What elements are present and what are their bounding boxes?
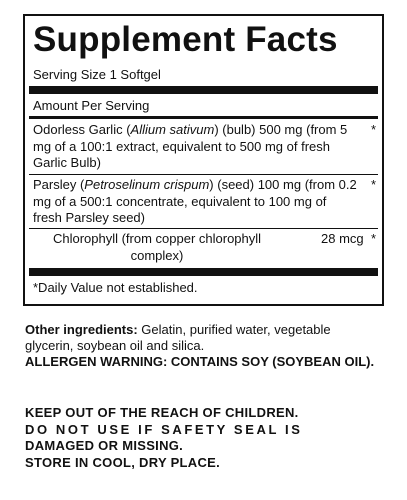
other-ingredients-text: Gelatin, purified water, vegetable glycerin, soybean oil and silica. (25, 322, 331, 353)
ingredient-parsley (33, 177, 376, 227)
panel-title: Supplement Facts (33, 20, 338, 59)
ingredient-garlic-text (33, 122, 376, 172)
warning-storage: STORE IN COOL, DRY PLACE. (25, 454, 221, 470)
garlic-name-suffix: ) (bulb) 500 mg (214, 122, 303, 137)
other-ingredients (25, 322, 381, 370)
warning-children: KEEP OUT OF THE REACH OF CHILDREN. (25, 405, 299, 420)
warnings-block (25, 405, 385, 471)
garlic-dv-asterisk: * (370, 122, 376, 137)
chlorophyll-amount: 28 mcg (321, 231, 364, 246)
garlic-latin-name: Allium sativum (130, 122, 215, 137)
ingredient-chlorophyll (33, 231, 376, 264)
thin-divider (29, 174, 378, 175)
daily-value-footnote: *Daily Value not established. (33, 280, 198, 295)
garlic-name-prefix: Odorless Garlic ( (33, 122, 131, 137)
allergen-warning: ALLERGEN WARNING: CONTAINS SOY (SOYBEAN OIL). (25, 354, 375, 369)
parsley-dv-asterisk: * (370, 177, 376, 192)
amount-per-serving-header: Amount Per Serving (33, 98, 150, 113)
supplement-facts-panel (23, 14, 384, 306)
chlorophyll-dv-asterisk: * (370, 231, 376, 246)
thin-divider (29, 228, 378, 229)
ingredient-garlic (33, 122, 376, 172)
medium-divider (29, 116, 378, 119)
warning-damaged: DAMAGED OR MISSING. (25, 438, 184, 453)
chlorophyll-name: Chlorophyll (from copper chlorophyll complex) (52, 231, 262, 263)
warning-seal: DO NOT USE IF SAFETY SEAL IS (25, 421, 303, 437)
parsley-name-suffix: ) (seed) 100 mg (209, 177, 302, 192)
thick-divider (29, 86, 378, 94)
other-ingredients-label: Other ingredients: (25, 322, 138, 337)
serving-size: Serving Size 1 Softgel (33, 67, 161, 82)
thick-bottom-divider (29, 268, 378, 276)
parsley-detail: (from 0.2 mg of a 500:1 concentrate, equivalent to 100 mg of fresh Parsley seed) (33, 177, 357, 225)
parsley-name-prefix: Parsley ( (33, 177, 85, 192)
parsley-latin-name: Petroselinum crispum (84, 177, 210, 192)
garlic-detail: (from 5 mg of a 100:1 extract, equivalent to 500 mg of fresh Garlic Bulb) (33, 122, 348, 170)
ingredient-parsley-text (33, 177, 376, 227)
